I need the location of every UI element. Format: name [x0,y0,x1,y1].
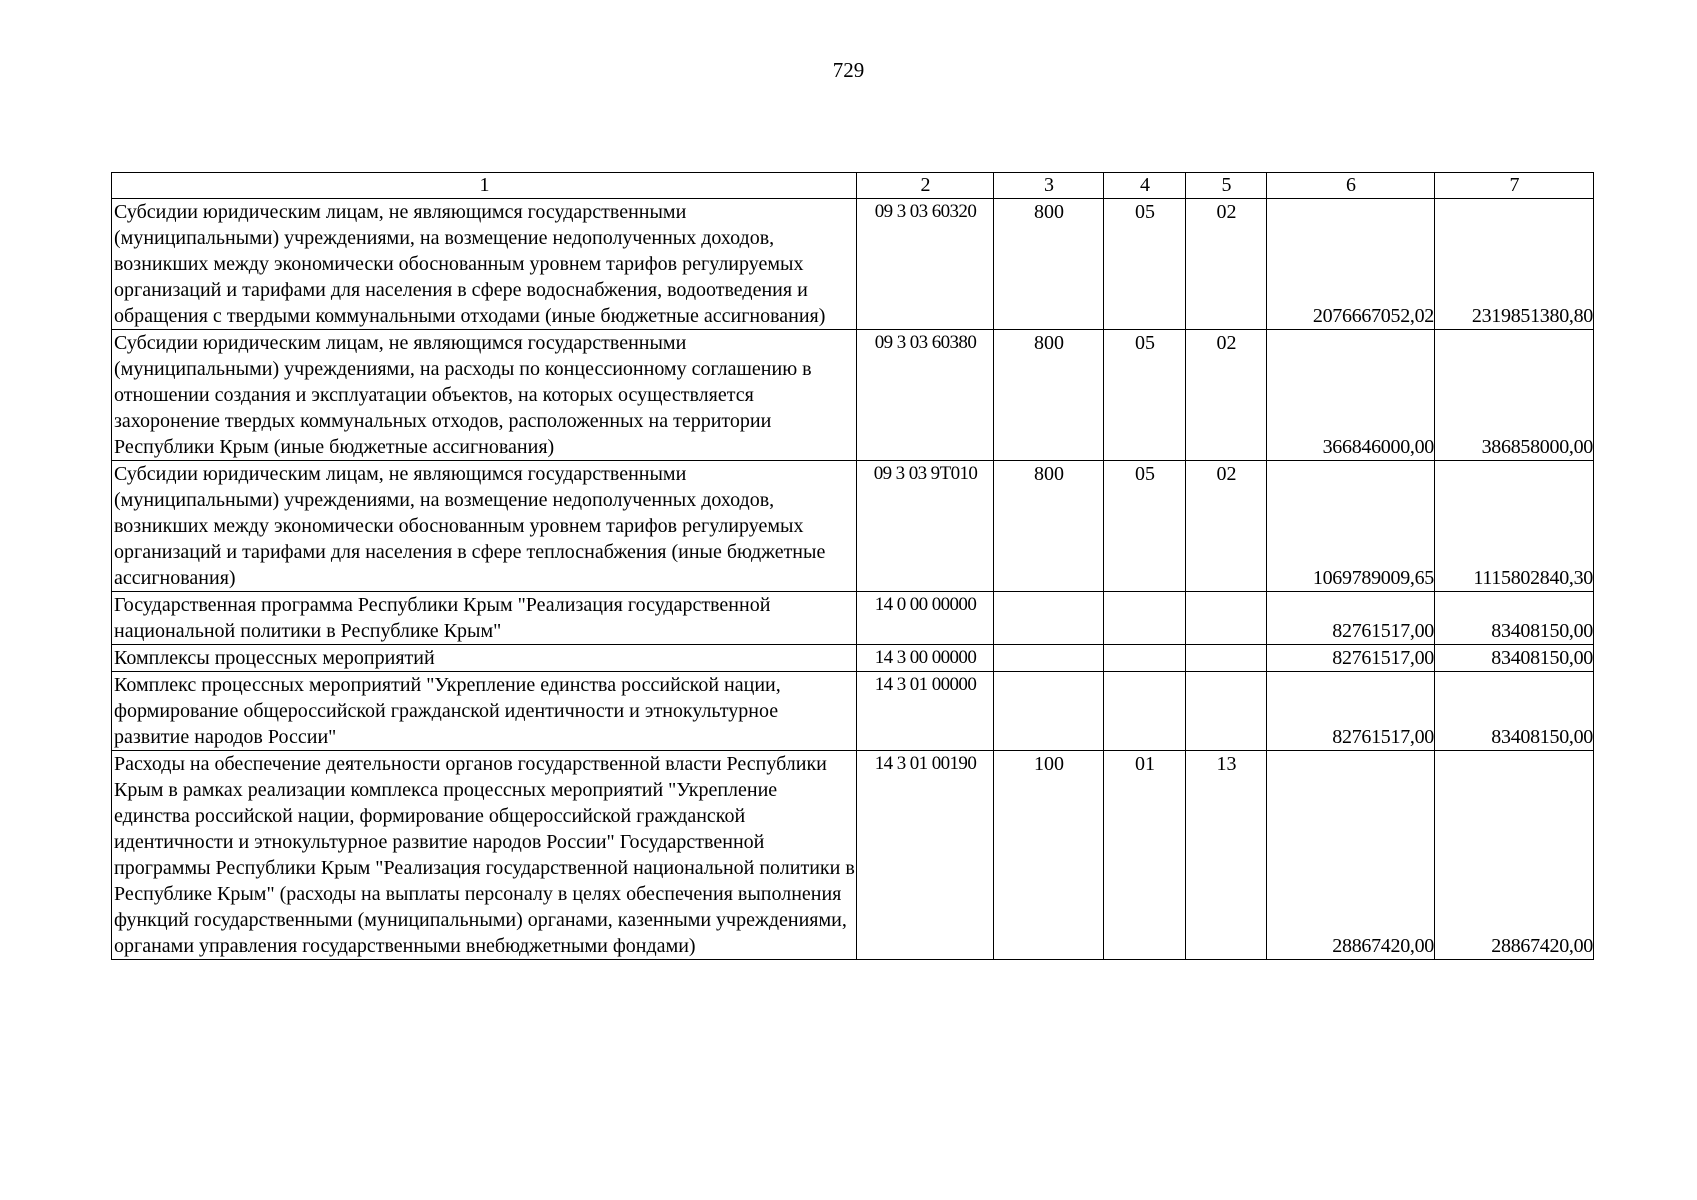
expense-name: Субсидии юридическим лицам, не являющимся государственными (муниципальными) учреждениями, на возмещение недополученных доходов, возникших между экономически обоснованным уровнем тарифов регулируемых организаций и тарифами для населения в сфере теплоснабжения (иные бюджетные ассигнования) [112,461,857,592]
page-number: 729 [832,58,865,82]
subsection: 13 [1186,751,1267,960]
column-header: 7 [1435,173,1594,199]
expense-type: 800 [994,199,1104,330]
amount-year-2: 83408150,00 [1435,645,1594,672]
column-header: 4 [1104,173,1186,199]
column-header: 6 [1267,173,1435,199]
section: 05 [1104,461,1186,592]
table-row [112,199,1594,330]
expense-type [994,672,1104,751]
section: 01 [1104,751,1186,960]
table-row [112,461,1594,592]
table-row [112,592,1594,645]
expense-name: Комплекс процессных мероприятий "Укрепление единства российской нации, формирование общероссийской гражданской идентичности и этнокультурное развитие народов России" [112,672,857,751]
subsection [1186,672,1267,751]
expense-type: 100 [994,751,1104,960]
expense-name: Субсидии юридическим лицам, не являющимся государственными (муниципальными) учреждениями, на возмещение недополученных доходов, возникших между экономически обоснованным уровнем тарифов регулируемых организаций и тарифами для населения в сфере водоснабжения, водоотведения и обращения с твердыми коммунальными отходами (иные бюджетные ассигнования) [112,199,857,330]
expense-type: 800 [994,461,1104,592]
amount-year-2: 83408150,00 [1435,672,1594,751]
amount-year-1: 82761517,00 [1267,645,1435,672]
amount-year-1: 366846000,00 [1267,330,1435,461]
table-row [112,645,1594,672]
table-row [112,672,1594,751]
subsection [1186,592,1267,645]
amount-year-2: 2319851380,80 [1435,199,1594,330]
amount-year-1: 28867420,00 [1267,751,1435,960]
table-header-row [112,173,1594,199]
amount-year-2: 83408150,00 [1435,592,1594,645]
section [1104,645,1186,672]
subsection: 02 [1186,461,1267,592]
amount-year-2: 386858000,00 [1435,330,1594,461]
table-row [112,751,1594,960]
target-code: 14 3 00 00000 [857,645,994,672]
column-header: 2 [857,173,994,199]
expense-name: Субсидии юридическим лицам, не являющимся государственными (муниципальными) учреждениями, на расходы по концессионному соглашению в отношении создания и эксплуатации объектов, на которых осуществляется захоронение твердых коммунальных отходов, расположенных на территории Республики Крым (иные бюджетные ассигнования) [112,330,857,461]
section: 05 [1104,199,1186,330]
expense-name: Государственная программа Республики Крым "Реализация государственной национальной политики в Республике Крым" [112,592,857,645]
expense-type: 800 [994,330,1104,461]
amount-year-2: 1115802840,30 [1435,461,1594,592]
section: 05 [1104,330,1186,461]
subsection [1186,645,1267,672]
column-header: 3 [994,173,1104,199]
amount-year-1: 82761517,00 [1267,672,1435,751]
target-code: 14 3 01 00000 [857,672,994,751]
target-code: 09 3 03 9Т010 [857,461,994,592]
expense-type [994,592,1104,645]
target-code: 14 3 01 00190 [857,751,994,960]
expense-type [994,645,1104,672]
section [1104,592,1186,645]
target-code: 14 0 00 00000 [857,592,994,645]
column-header: 1 [112,173,857,199]
subsection: 02 [1186,330,1267,461]
subsection: 02 [1186,199,1267,330]
section [1104,672,1186,751]
amount-year-1: 2076667052,02 [1267,199,1435,330]
target-code: 09 3 03 60380 [857,330,994,461]
amount-year-2: 28867420,00 [1435,751,1594,960]
target-code: 09 3 03 60320 [857,199,994,330]
budget-table [111,172,1594,960]
column-header: 5 [1186,173,1267,199]
table-row [112,330,1594,461]
expense-name: Расходы на обеспечение деятельности органов государственной власти Республики Крым в рамках реализации комплекса процессных мероприятий "Укрепление единства российской нации, формирование общероссийской гражданской идентичности и этнокультурное развитие народов России" Государственной программы Республики Крым "Реализация государственной национальной политики в Республике Крым" (расходы на выплаты персоналу в целях обеспечения выполнения функций государственными (муниципальными) органами, казенными учреждениями, органами управления государственными внебюджетными фондами) [112,751,857,960]
amount-year-1: 82761517,00 [1267,592,1435,645]
amount-year-1: 1069789009,65 [1267,461,1435,592]
expense-name: Комплексы процессных мероприятий [112,645,857,672]
